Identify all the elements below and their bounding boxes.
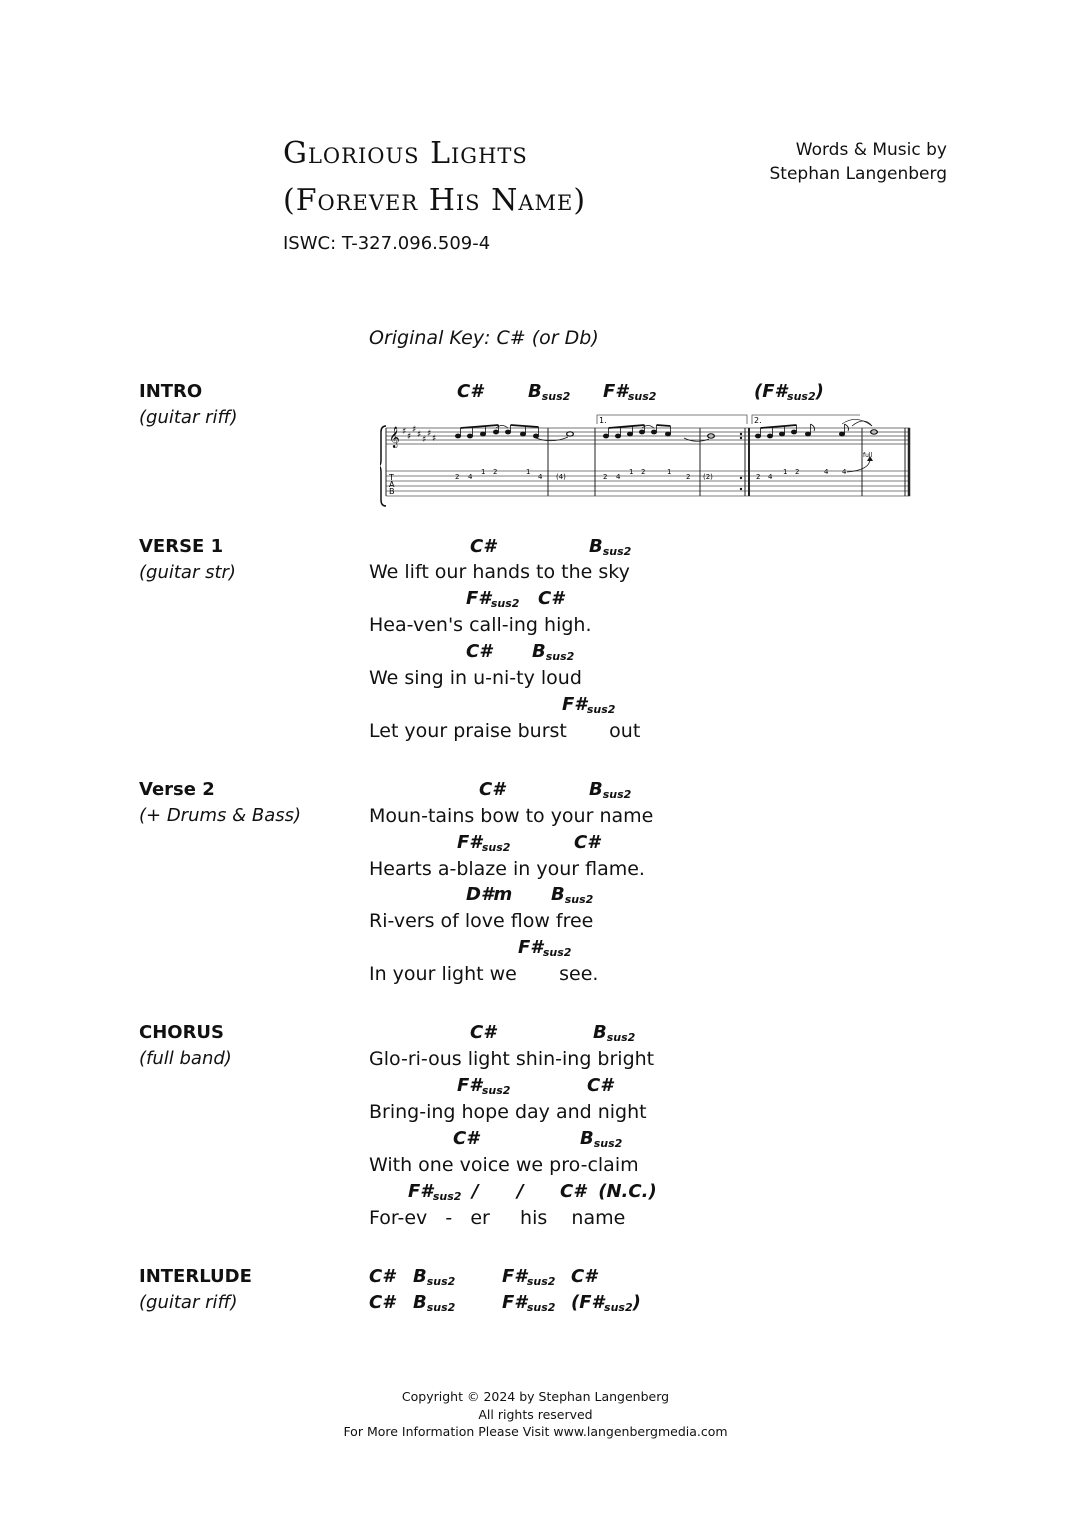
chord: $B_{sus2}$ — [551, 884, 594, 906]
tab-fret: 2 — [756, 473, 761, 481]
tab-fret: (2) — [703, 473, 713, 481]
guitar-tab-notation — [380, 412, 914, 510]
tab-clef-a: A — [389, 480, 395, 489]
chord: $B_{sus2}$ — [413, 1292, 456, 1314]
chord: C# — [369, 1266, 395, 1287]
footer-copyright: Copyright © 2024 by Stephan Langenberg — [401, 1389, 670, 1404]
chord: C# — [587, 1075, 613, 1096]
chord: D#m — [466, 884, 513, 905]
lyric-line: Hearts a-blaze in your flame. — [369, 858, 645, 880]
svg-text:♯: ♯ — [417, 430, 422, 440]
chord: $B_{sus2}$ — [589, 779, 632, 801]
bend-full-label: full — [863, 452, 873, 459]
tab-clef-t: T — [389, 473, 394, 482]
chord: $F\#_{sus2}$ — [502, 1266, 556, 1288]
chord: C# — [571, 1266, 597, 1287]
chord: $F\#_{sus2}$ — [502, 1292, 556, 1314]
footer-website: For More Information Please Visit www.langenbergmedia.com — [343, 1424, 728, 1439]
chord: $B_{sus2}$ — [528, 381, 571, 403]
song-title-line1: Glorious Lights — [283, 136, 528, 171]
tab-fret: 4 — [768, 473, 773, 481]
chord: $B_{sus2}$ — [589, 536, 632, 558]
section-sub-verse2: (+ Drums & Bass) — [139, 805, 302, 826]
tab-fret: 2 — [603, 473, 608, 481]
lyric-line: Let your praise burst out — [369, 720, 641, 742]
chord: / — [472, 1181, 479, 1202]
chord: C# — [470, 1022, 496, 1043]
chord: $B_{sus2}$ — [532, 641, 575, 663]
svg-text:♯: ♯ — [432, 434, 437, 444]
chord: $F\#_{sus2}$ — [457, 832, 511, 854]
chord: $B_{sus2}$ — [593, 1022, 636, 1044]
lyric-line: Glo-ri-ous light shin-ing bright — [369, 1048, 655, 1070]
svg-text:♯: ♯ — [412, 425, 417, 435]
tab-fret: 2 — [795, 468, 800, 476]
tab-clef-b: B — [389, 487, 395, 496]
tab-fret: 4 — [538, 473, 543, 481]
tab-fret: 2 — [686, 473, 691, 481]
lyric-line: Hea-ven's call-ing high. — [369, 614, 592, 636]
iswc-code: ISWC: T-327.096.509-4 — [283, 233, 491, 254]
treble-clef-icon: 𝄞 — [389, 427, 400, 448]
section-sub-intro: (guitar riff) — [139, 407, 238, 428]
tab-fret: 2 — [493, 468, 498, 476]
chord: C# — [457, 381, 483, 402]
chord: $(F\#_{sus2})$ — [754, 381, 824, 403]
volta-1: 1. — [599, 416, 607, 425]
lyric-line: We lift our hands to the sky — [369, 561, 630, 583]
chord: C# (N.C.) — [560, 1181, 657, 1202]
tab-fret: 1 — [481, 468, 486, 476]
tab-fret: 1 — [526, 468, 531, 476]
section-sub-interlude: (guitar riff) — [139, 1292, 238, 1313]
tab-fret: 4 — [468, 473, 473, 481]
chord: C# — [453, 1128, 479, 1149]
lyric-line: Ri-vers of love flow free — [369, 910, 594, 932]
tab-fret: 4 — [842, 468, 847, 476]
tab-fret: 1 — [667, 468, 672, 476]
footer-rights: All rights reserved — [478, 1407, 593, 1422]
tab-fret: 1 — [629, 468, 634, 476]
chord: $F\#_{sus2}$ — [408, 1181, 462, 1203]
chord: $F\#_{sus2}$ — [603, 381, 657, 403]
svg-text:♯: ♯ — [422, 435, 427, 445]
chord: $F\#_{sus2}$ — [466, 588, 520, 610]
section-label-interlude: INTERLUDE — [139, 1266, 252, 1287]
chord: $B_{sus2}$ — [580, 1128, 623, 1150]
lyric-line: Bring-ing hope day and night — [369, 1101, 647, 1123]
chord: C# — [479, 779, 505, 800]
chord: $F\#_{sus2}$ — [562, 694, 616, 716]
section-label-intro: INTRO — [139, 381, 203, 402]
lyric-line: With one voice we pro-claim — [369, 1154, 639, 1176]
section-label-chorus: CHORUS — [139, 1022, 225, 1043]
chord: C# — [574, 832, 600, 853]
lyric-line: We sing in u-ni-ty loud — [369, 667, 582, 689]
chord: C# — [538, 588, 564, 609]
original-key: Original Key: C# (or Db) — [369, 327, 599, 349]
tab-fret: 2 — [455, 473, 460, 481]
section-sub-verse1: (guitar str) — [139, 562, 236, 583]
chord: $F\#_{sus2}$ — [457, 1075, 511, 1097]
volta-2: 2. — [754, 416, 762, 425]
tab-fret: (4) — [556, 473, 566, 481]
lyric-line: For-ev - er his name — [369, 1207, 626, 1229]
chord: C# — [369, 1292, 395, 1313]
chord: $(F\#_{sus2})$ — [571, 1292, 641, 1314]
credit-line-1: Words & Music by — [795, 140, 947, 160]
chord: / — [517, 1181, 524, 1202]
section-label-verse2: Verse 2 — [139, 779, 215, 800]
credit-line-2: Stephan Langenberg — [769, 164, 947, 184]
chord: $B_{sus2}$ — [413, 1266, 456, 1288]
tab-fret: 2 — [641, 468, 646, 476]
svg-text:♯: ♯ — [427, 429, 432, 439]
svg-text:♯: ♯ — [407, 432, 412, 442]
lyric-line: In your light we see. — [369, 963, 599, 985]
lyric-line: Moun-tains bow to your name — [369, 805, 654, 827]
tab-fret: 4 — [616, 473, 621, 481]
svg-text:♯: ♯ — [402, 427, 407, 437]
song-title-line2: (Forever His Name) — [283, 183, 587, 218]
section-label-verse1: VERSE 1 — [139, 536, 224, 557]
tab-fret: 1 — [783, 468, 788, 476]
chord: C# — [470, 536, 496, 557]
chord: C# — [466, 641, 492, 662]
chord: $F\#_{sus2}$ — [518, 937, 572, 959]
tab-fret: 4 — [824, 468, 829, 476]
section-sub-chorus: (full band) — [139, 1048, 232, 1069]
